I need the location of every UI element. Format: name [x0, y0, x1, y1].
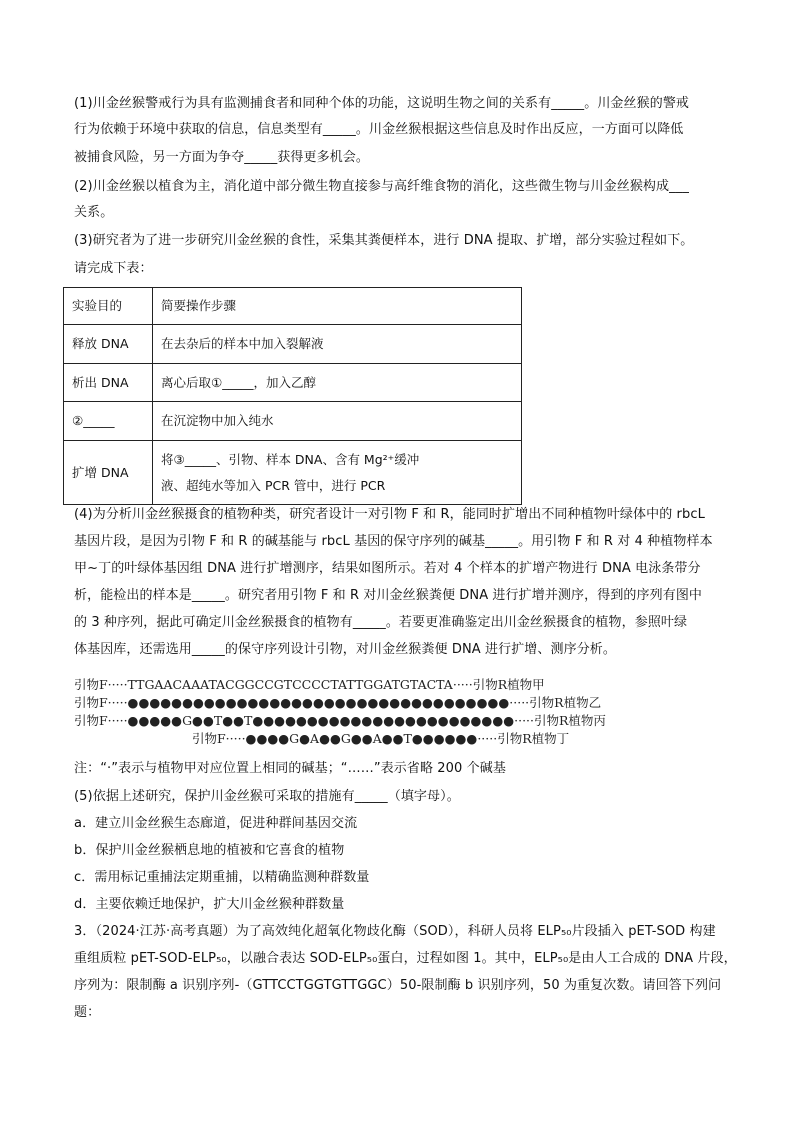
- q5-option-a: a．建立川金丝猴生态廊道，促进种群间基因交流: [74, 816, 358, 831]
- sequence-row-yi: 引物F·····●●●●●●●●●●●●●●●●●●●●●●●●●●●●●●●●●●●·····引物R植物乙: [74, 695, 602, 710]
- q1-line3: 被捕食风险，另一方面为争夺_____获得更多机会。: [74, 150, 370, 165]
- table-header-row: [64, 288, 522, 325]
- sequence-row-jia: 引物F·····TTGAACAAATACGGCCGTCCCCTATTGGATGTACTA·····引物R植物甲: [74, 677, 545, 692]
- q5-option-d: d．主要依赖迁地保护，扩大川金丝猴种群数量: [74, 897, 345, 912]
- table-header-steps: 简要操作步骤: [153, 288, 522, 325]
- next-question-line1: 3．（2024·江苏·高考真题）为了高效纯化超氧化物歧化酶（SOD），科研人员将 ELP₅₀片段插入 pET-SOD 构建: [74, 924, 716, 939]
- row-step: 离心后取①_____，加入乙醇: [153, 364, 522, 402]
- q2-line2: 关系。: [74, 205, 114, 220]
- table-row: [64, 325, 522, 364]
- q4-line6: 体基因库，还需选用_____的保守序列设计引物，对川金丝猴粪便 DNA 进行扩增、测序分析。: [74, 642, 616, 657]
- row-step: 在去杂后的样本中加入裂解液: [153, 325, 522, 364]
- q4-line4: 析，能检出的样本是_____。研究者用引物 F 和 R 对川金丝猴粪便 DNA 进行扩增并测序，得到的序列有图中: [74, 588, 703, 603]
- row-step: 在沉淀物中加入纯水: [153, 402, 522, 441]
- q4-line2: 基因片段，是因为引物 F 和 R 的碱基能与 rbcL 基因的保守序列的碱基_____。用引物 F 和 R 对 4 种植物样本: [74, 534, 713, 549]
- row-purpose: 扩增 DNA: [64, 441, 153, 505]
- row-step-line2: 液、超纯水等加入 PCR 管中，进行 PCR: [161, 477, 386, 493]
- row-step: [153, 441, 522, 505]
- row-purpose: 析出 DNA: [64, 364, 153, 402]
- q4-line5: 的 3 种序列，据此可确定川金丝猴摄食的植物有_____。若要更准确鉴定出川金丝猴摄食的植物，参照叶绿: [74, 615, 688, 630]
- q5-option-c: c．需用标记重捕法定期重捕，以精确监测种群数量: [74, 870, 370, 885]
- q4-line3: 甲~丁的叶绿体基因组 DNA 进行扩增测序，结果如图所示。若对 4 个样本的扩增产物进行 DNA 电泳条带分: [74, 561, 701, 576]
- row-step-line1: 将③_____、引物、样本 DNA、含有 Mg²⁺缓冲: [161, 451, 420, 467]
- next-question-line2: 重组质粒 pET-SOD-ELP₅₀，以融合表达 SOD-ELP₅₀蛋白，过程如图 1。其中，ELP₅₀是由人工合成的 DNA 片段，: [74, 951, 737, 966]
- sequence-row-bing: 引物F·····●●●●●G●●T●●T●●●●●●●●●●●●●●●●●●●●●●●●·····引物R植物丙: [74, 713, 606, 728]
- q3-line1: (3)研究者为了进一步研究川金丝猴的食性，采集其粪便样本，进行 DNA 提取、扩增，部分实验过程如下。: [74, 233, 694, 248]
- table-row: [64, 441, 522, 505]
- row-purpose: 释放 DNA: [64, 325, 153, 364]
- table-header-purpose: 实验目的: [64, 288, 153, 325]
- q1-line2: 行为依赖于环境中获取的信息，信息类型有_____。川金丝猴根据这些信息及时作出反应，一方面可以降低: [74, 122, 684, 137]
- experiment-table: [63, 287, 522, 505]
- figure-note: 注：“·”表示与植物甲对应位置上相同的碱基；“……”表示省略 200 个碱基: [74, 761, 506, 776]
- table-row: [64, 364, 522, 402]
- q5-stem: (5)依据上述研究，保护川金丝猴可采取的措施有_____（填字母）。: [74, 789, 460, 804]
- table-row: [64, 402, 522, 441]
- q2-line1: (2)川金丝猴以植食为主，消化道中部分微生物直接参与高纤维食物的消化，这些微生物与川金丝猴构成___: [74, 179, 689, 194]
- q5-option-b: b．保护川金丝猴栖息地的植被和它喜食的植物: [74, 843, 345, 858]
- q3-line2: 请完成下表：: [74, 261, 153, 276]
- row-purpose: ②_____: [64, 402, 153, 441]
- q1-line1: (1)川金丝猴警戒行为具有监测捕食者和同种个体的功能，这说明生物之间的关系有_____。川金丝猴的警戒: [74, 96, 690, 111]
- q4-line1: (4)为分析川金丝猴摄食的植物种类，研究者设计一对引物 F 和 R，能同时扩增出不同种植物叶绿体中的 rbcL: [74, 507, 705, 522]
- sequence-row-ding: 引物F·····●●●●G●A●●G●●A●●T●●●●●●·····引物R植物丁: [192, 731, 570, 746]
- next-question-line4: 题：: [74, 1005, 101, 1020]
- next-question-line3: 序列为：限制酶 a 识别序列-（GTTCCTGGTGTTGGC）50-限制酶 b 识别序列，50 为重复次数。请回答下列问: [74, 978, 722, 993]
